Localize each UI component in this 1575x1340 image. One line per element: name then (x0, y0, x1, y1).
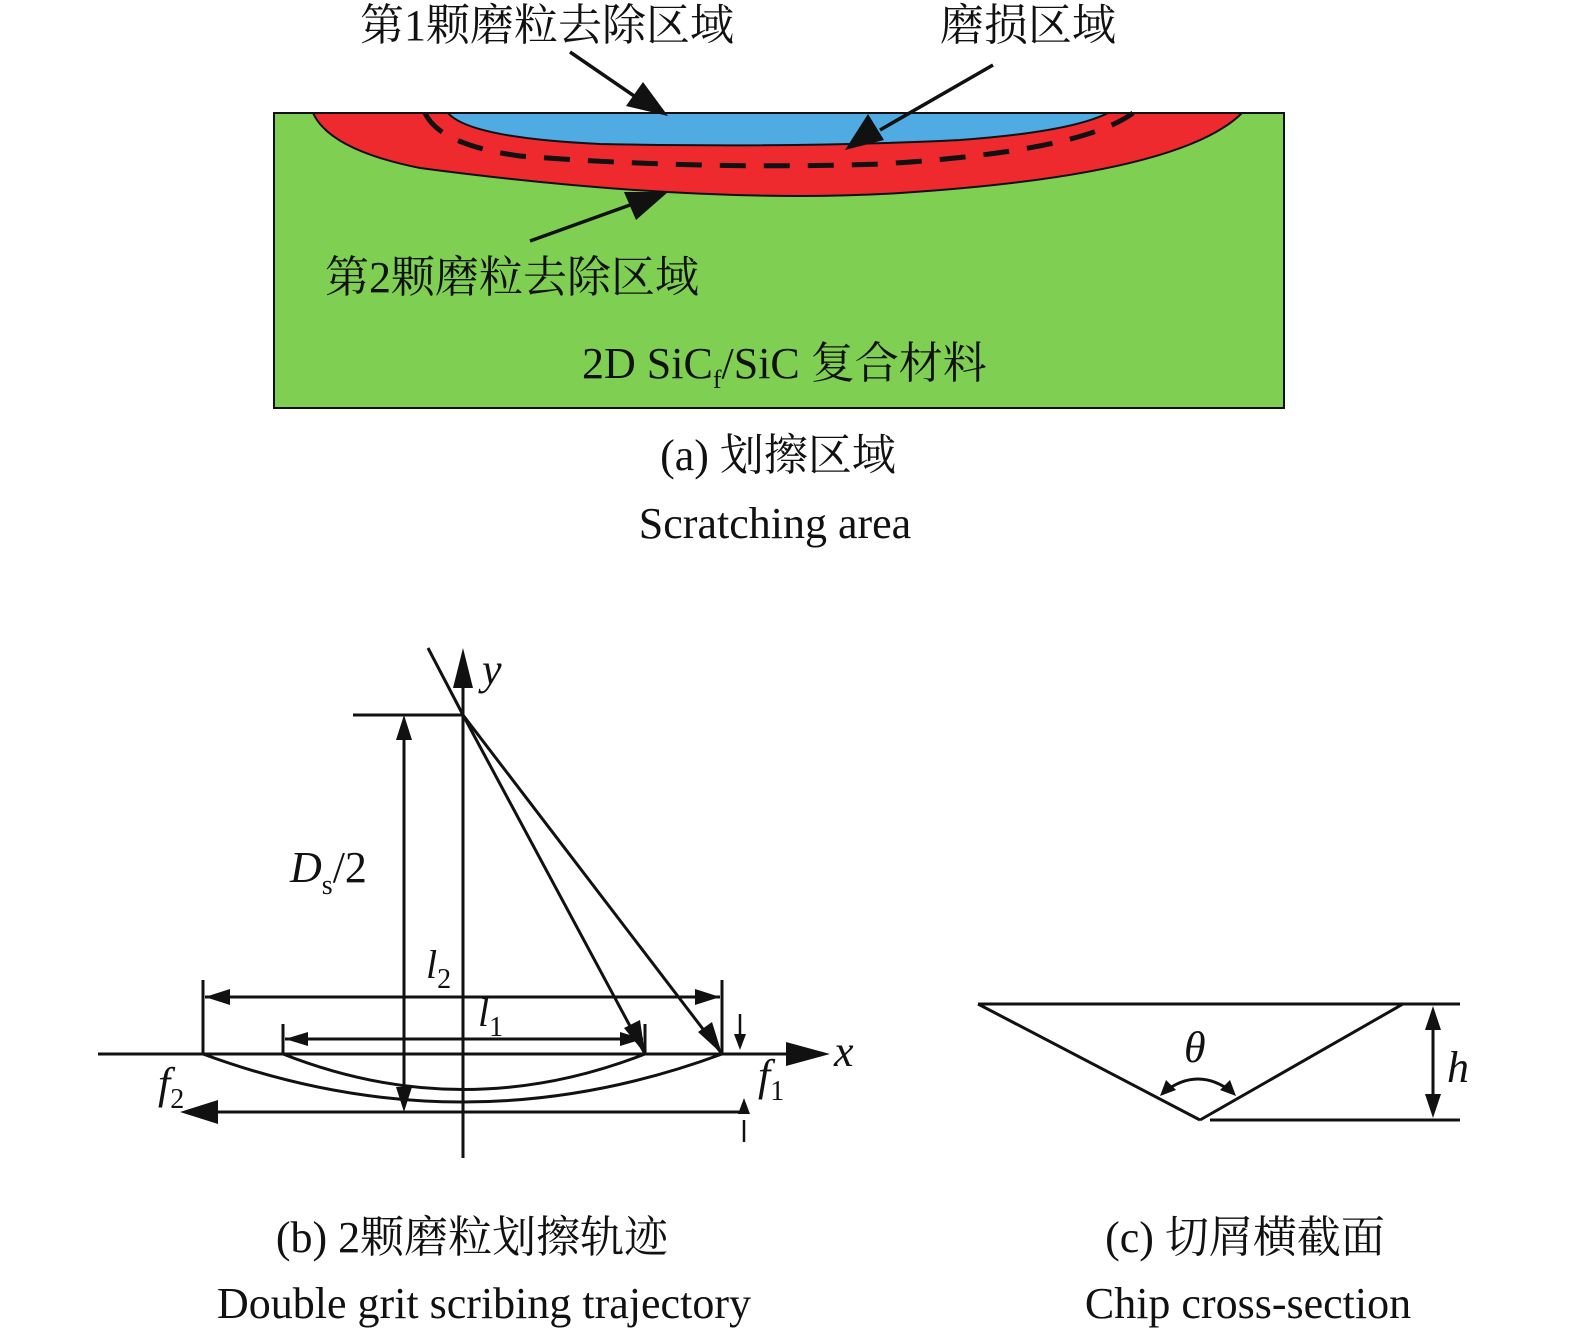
f2-arrowhead (180, 1100, 218, 1124)
label-f2 (158, 1059, 184, 1115)
arrow-grit1-head (626, 82, 668, 116)
theta-arc-head-right (1220, 1080, 1236, 1096)
caption-b-en: Double grit scribing trajectory (217, 1279, 751, 1328)
radius-line-1 (463, 715, 645, 1054)
panel-b (98, 645, 854, 1328)
panel-a (274, 1, 1284, 548)
label-grit2-removal: 第2颗磨粒去除区域 (325, 253, 699, 302)
label-theta: θ (1184, 1023, 1206, 1072)
label-ds-half (289, 843, 367, 901)
chip-right-flank (1200, 1004, 1403, 1120)
l2-main: l (426, 942, 438, 987)
label-f1 (758, 1051, 784, 1107)
caption-c-en: Chip cross-section (1084, 1279, 1412, 1328)
l1-subscript: 1 (489, 1012, 504, 1043)
chip-left-flank (978, 1004, 1200, 1120)
depth-bottom-head (738, 1098, 750, 1114)
f2-subscript: 2 (170, 1084, 185, 1115)
ds-tail: /2 (332, 843, 367, 892)
l1-main: l (478, 990, 490, 1035)
label-x-axis: x (834, 1027, 854, 1076)
l2-arrow-right (695, 989, 720, 1005)
h-arrow-bottom (1425, 1094, 1441, 1118)
arrow-grit1 (570, 52, 640, 100)
caption-a-en: Scratching area (638, 499, 912, 548)
label-h: h (1447, 1043, 1469, 1092)
label-material (582, 339, 987, 394)
depth-top-head (734, 1034, 746, 1050)
x-axis-arrowhead (786, 1042, 830, 1066)
y-axis-arrowhead (453, 648, 473, 688)
h-arrow-top (1425, 1006, 1441, 1030)
caption-b-cn: (b) 2颗磨粒划擦轨迹 (275, 1213, 669, 1262)
ds-main: D (290, 843, 322, 892)
material-suffix: /SiC 复合材料 (721, 339, 987, 388)
label-wear-area: 磨损区域 (940, 1, 1116, 50)
l2-subscript: 2 (437, 964, 452, 995)
label-l2 (426, 942, 451, 995)
caption-c-cn: (c) 切屑横截面 (1105, 1213, 1385, 1262)
f1-main: f (758, 1051, 771, 1100)
label-grit1-removal: 第1颗磨粒去除区域 (360, 1, 734, 50)
theta-arc-head-left (1160, 1080, 1176, 1096)
panel-c (978, 1004, 1469, 1328)
l2-arrow-left (205, 989, 230, 1005)
material-prefix: 2D SiC (582, 339, 713, 388)
caption-a-cn: (a) 划擦区域 (660, 431, 896, 480)
label-y-axis: y (482, 645, 502, 694)
radius-line-2 (463, 715, 722, 1054)
l1-arrow-left (285, 1032, 308, 1046)
material-subscript: f (712, 365, 722, 394)
ds-subscript: s (321, 870, 333, 901)
f1-subscript: 1 (770, 1076, 785, 1107)
ds-arrow-top (396, 715, 412, 740)
f2-main: f (158, 1059, 171, 1108)
